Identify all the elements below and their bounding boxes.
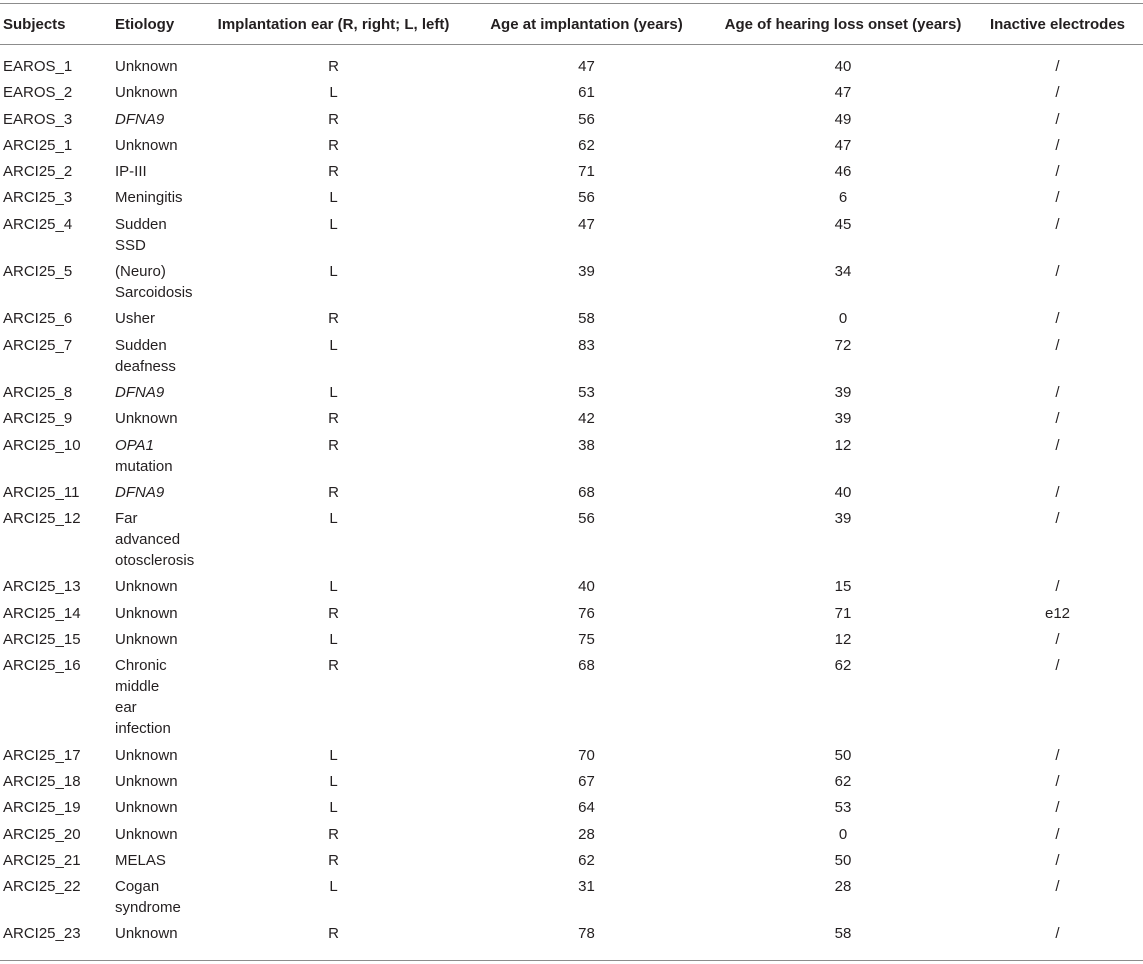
age-onset-cell: 50 (834, 851, 852, 869)
age-onset-cell: 49 (834, 110, 852, 128)
etiology-line: Unknown (115, 772, 178, 790)
implantation-ear-cell: L (329, 510, 338, 528)
inactive-electrodes-cell: / (1055, 825, 1060, 843)
age-implantation-cell: 76 (578, 604, 595, 622)
age-implantation-cell: 53 (578, 383, 595, 401)
etiology-cell (112, 305, 208, 331)
inactive-electrodes-cell: / (1055, 746, 1060, 764)
etiology-line: Unknown (115, 578, 178, 596)
table-row (0, 920, 1143, 946)
table-row (0, 821, 1143, 847)
etiology-cell (112, 79, 208, 105)
etiology-line: Unknown (115, 746, 178, 764)
subject-cell: ARCI25_8 (3, 383, 73, 401)
implantation-ear-cell: R (328, 436, 339, 454)
header-age-implantation: Age at implantation (years) (490, 15, 683, 33)
etiology-cell (112, 505, 208, 573)
table-row (0, 132, 1143, 158)
table-row (0, 305, 1143, 331)
inactive-electrodes-cell: e12 (1044, 604, 1071, 622)
subject-cell: ARCI25_4 (3, 215, 73, 233)
implantation-ear-cell: R (328, 851, 339, 869)
etiology-line: Sudden (115, 336, 167, 354)
implantation-ear-cell: R (328, 58, 339, 75)
implantation-ear-cell: R (328, 310, 339, 328)
inactive-electrodes-cell: / (1055, 189, 1060, 207)
implantation-ear-cell: L (329, 578, 338, 596)
age-onset-cell: 53 (834, 799, 852, 817)
table-row (0, 106, 1143, 132)
age-implantation-cell: 56 (578, 510, 595, 528)
etiology-line: Unknown (115, 631, 178, 649)
age-onset-cell: 39 (834, 410, 852, 428)
inactive-electrodes-cell: / (1055, 84, 1060, 102)
etiology-line: Unknown (115, 136, 178, 154)
etiology-line: Far (115, 510, 138, 528)
age-implantation-cell: 62 (578, 136, 595, 154)
inactive-electrodes-cell: / (1055, 483, 1060, 501)
age-implantation-cell: 68 (578, 657, 595, 675)
age-onset-cell: 71 (834, 604, 852, 622)
etiology-line: Sudden (115, 215, 167, 233)
age-onset-cell: 62 (834, 657, 852, 675)
subject-cell: ARCI25_23 (3, 925, 81, 943)
table-row (0, 573, 1143, 599)
etiology-cell (112, 158, 208, 184)
etiology-cell (112, 132, 208, 158)
age-implantation-cell: 47 (578, 215, 595, 233)
etiology-cell (112, 211, 208, 258)
etiology-cell (112, 652, 208, 741)
inactive-electrodes-cell: / (1055, 310, 1060, 328)
subject-cell: EAROS_1 (3, 58, 73, 75)
etiology-line: DFNA9 (115, 483, 165, 501)
age-onset-cell: 6 (838, 189, 848, 207)
age-implantation-cell: 47 (578, 58, 595, 75)
age-implantation-cell: 62 (578, 851, 595, 869)
subject-cell: ARCI25_9 (3, 410, 73, 428)
table-row (0, 479, 1143, 505)
etiology-cell (112, 821, 208, 847)
etiology-cell (112, 479, 208, 505)
age-implantation-cell: 78 (578, 925, 595, 943)
age-implantation-cell: 58 (578, 310, 595, 328)
age-onset-cell: 58 (834, 925, 852, 943)
etiology-cell (112, 332, 208, 379)
implantation-ear-cell: R (328, 657, 339, 675)
etiology-line: MELAS (115, 851, 166, 869)
subject-cell: ARCI25_7 (3, 336, 73, 354)
etiology-line: Cogan (115, 878, 160, 896)
etiology-cell (112, 626, 208, 652)
header-etiology: Etiology (115, 15, 175, 33)
table-row (0, 79, 1143, 105)
age-onset-cell: 15 (834, 578, 852, 596)
header-subjects: Subjects (3, 15, 66, 33)
implantation-ear-cell: L (329, 772, 338, 790)
age-onset-cell: 40 (834, 58, 852, 75)
etiology-line: (Neuro) (115, 263, 166, 281)
age-onset-cell: 28 (834, 878, 852, 896)
subject-cell: EAROS_3 (3, 110, 73, 128)
subject-cell: ARCI25_1 (3, 136, 73, 154)
age-implantation-cell: 56 (578, 189, 595, 207)
subject-cell: ARCI25_15 (3, 631, 81, 649)
age-implantation-cell: 56 (578, 110, 595, 128)
subject-cell: ARCI25_16 (3, 657, 81, 675)
etiology-line: OPA1 (115, 436, 154, 454)
inactive-electrodes-cell: / (1055, 510, 1060, 528)
age-onset-cell: 40 (834, 483, 852, 501)
age-onset-cell: 47 (834, 84, 852, 102)
implantation-ear-cell: R (328, 925, 339, 943)
age-implantation-cell: 83 (578, 336, 595, 354)
inactive-electrodes-cell: / (1055, 657, 1060, 675)
inactive-electrodes-cell: / (1055, 436, 1060, 454)
etiology-cell (112, 405, 208, 431)
etiology-line: Sarcoidosis (115, 284, 193, 302)
age-onset-cell: 12 (834, 436, 852, 454)
subject-cell: ARCI25_3 (3, 189, 73, 207)
age-onset-cell: 45 (834, 215, 852, 233)
inactive-electrodes-cell: / (1055, 799, 1060, 817)
etiology-cell (112, 920, 208, 946)
age-implantation-cell: 71 (578, 163, 595, 181)
etiology-cell (112, 106, 208, 132)
inactive-electrodes-cell: / (1055, 851, 1060, 869)
subject-cell: ARCI25_11 (3, 483, 80, 501)
implantation-ear-cell: L (329, 746, 338, 764)
subject-cell: ARCI25_14 (3, 604, 81, 622)
table-row (0, 768, 1143, 794)
inactive-electrodes-cell: / (1055, 163, 1060, 181)
etiology-cell (112, 600, 208, 626)
table-row (0, 405, 1143, 431)
etiology-line: Unknown (115, 604, 178, 622)
etiology-cell (112, 794, 208, 820)
subject-cell: ARCI25_17 (3, 746, 81, 764)
etiology-line: Unknown (115, 925, 178, 943)
age-implantation-cell: 38 (578, 436, 595, 454)
inactive-electrodes-cell: / (1055, 383, 1060, 401)
age-onset-cell: 34 (834, 263, 852, 281)
age-onset-cell: 62 (834, 772, 852, 790)
implantation-ear-cell: R (328, 483, 339, 501)
age-onset-cell: 39 (834, 510, 852, 528)
age-implantation-cell: 39 (578, 263, 595, 281)
age-implantation-cell: 70 (578, 746, 595, 764)
inactive-electrodes-cell: / (1055, 263, 1060, 281)
etiology-line: DFNA9 (115, 110, 165, 128)
implantation-ear-cell: L (329, 84, 338, 102)
etiology-line: advanced (115, 531, 181, 549)
age-onset-cell: 12 (834, 631, 852, 649)
table-row (0, 600, 1143, 626)
table-row (0, 794, 1143, 820)
implantation-ear-cell: R (328, 136, 339, 154)
subject-cell: ARCI25_21 (3, 851, 81, 869)
etiology-line: Usher (115, 310, 156, 328)
table-row (0, 873, 1143, 920)
subject-cell: ARCI25_2 (3, 163, 73, 181)
header-inactive-electrodes: Inactive electrodes (989, 15, 1126, 33)
inactive-electrodes-cell: / (1055, 336, 1060, 354)
table-row (0, 847, 1143, 873)
implantation-ear-cell: L (329, 336, 338, 354)
table-row (0, 432, 1143, 479)
etiology-line: Meningitis (115, 189, 183, 207)
age-onset-cell: 50 (834, 746, 852, 764)
subject-cell: ARCI25_19 (3, 799, 81, 817)
table-row (0, 332, 1143, 379)
etiology-line: Unknown (115, 58, 178, 75)
header-implantation-ear: Implantation ear (R, right; L, left) (217, 15, 450, 33)
etiology-line: syndrome (115, 899, 181, 917)
subject-cell: ARCI25_6 (3, 310, 73, 328)
header-age-onset: Age of hearing loss onset (years) (724, 15, 962, 33)
etiology-line: Unknown (115, 84, 178, 102)
inactive-electrodes-cell: / (1055, 925, 1060, 943)
etiology-line: Unknown (115, 799, 178, 817)
table-row (0, 379, 1143, 405)
table-body (0, 44, 1143, 947)
subject-cell: ARCI25_20 (3, 825, 81, 843)
implantation-ear-cell: L (329, 383, 338, 401)
etiology-line: ear (115, 699, 137, 717)
etiology-cell (112, 379, 208, 405)
subject-cell: ARCI25_10 (3, 436, 81, 454)
implantation-ear-cell: L (329, 215, 338, 233)
etiology-line: Unknown (115, 410, 178, 428)
table-row (0, 44, 1143, 79)
implantation-ear-cell: L (329, 631, 338, 649)
implantation-ear-cell: L (329, 263, 338, 281)
implantation-ear-cell: R (328, 604, 339, 622)
etiology-line: IP-III (115, 163, 147, 181)
inactive-electrodes-cell: / (1055, 772, 1060, 790)
subject-cell: ARCI25_18 (3, 772, 81, 790)
age-implantation-cell: 67 (578, 772, 595, 790)
inactive-electrodes-cell: / (1055, 878, 1060, 896)
implantation-ear-cell: R (328, 410, 339, 428)
age-implantation-cell: 31 (578, 878, 595, 896)
etiology-line: middle (115, 678, 160, 696)
table-header-row (0, 4, 1143, 44)
etiology-line: infection (115, 720, 171, 738)
etiology-cell (112, 873, 208, 920)
subjects-table (0, 4, 1143, 947)
table-row (0, 184, 1143, 210)
table-row (0, 258, 1143, 305)
age-implantation-cell: 64 (578, 799, 595, 817)
inactive-electrodes-cell: / (1055, 58, 1060, 75)
subject-cell: EAROS_2 (3, 84, 73, 102)
age-onset-cell: 46 (834, 163, 852, 181)
age-implantation-cell: 75 (578, 631, 595, 649)
age-onset-cell: 47 (834, 136, 852, 154)
age-implantation-cell: 68 (578, 483, 595, 501)
table-row (0, 626, 1143, 652)
etiology-cell (112, 44, 208, 79)
subject-cell: ARCI25_13 (3, 578, 81, 596)
etiology-line: SSD (115, 236, 146, 254)
etiology-line: Unknown (115, 825, 178, 843)
etiology-cell (112, 432, 208, 479)
etiology-cell (112, 573, 208, 599)
table-bottom-rule (0, 960, 1143, 961)
etiology-cell (112, 847, 208, 873)
etiology-line: otosclerosis (115, 552, 195, 570)
etiology-cell (112, 742, 208, 768)
implantation-ear-cell: R (328, 825, 339, 843)
inactive-electrodes-cell: / (1055, 631, 1060, 649)
age-onset-cell: 72 (834, 336, 852, 354)
table-row (0, 211, 1143, 258)
etiology-line: mutation (115, 457, 173, 475)
age-implantation-cell: 40 (578, 578, 595, 596)
inactive-electrodes-cell: / (1055, 410, 1060, 428)
inactive-electrodes-cell: / (1055, 110, 1060, 128)
subject-cell: ARCI25_22 (3, 878, 81, 896)
inactive-electrodes-cell: / (1055, 578, 1060, 596)
table-row (0, 652, 1143, 741)
implantation-ear-cell: R (328, 110, 339, 128)
subject-cell: ARCI25_5 (3, 263, 73, 281)
age-implantation-cell: 61 (578, 84, 595, 102)
implantation-ear-cell: L (329, 189, 338, 207)
age-onset-cell: 0 (838, 310, 848, 328)
etiology-cell (112, 768, 208, 794)
age-implantation-cell: 42 (578, 410, 595, 428)
age-onset-cell: 39 (834, 383, 852, 401)
table-row (0, 505, 1143, 573)
table-row (0, 742, 1143, 768)
etiology-cell (112, 258, 208, 305)
etiology-line: deafness (115, 357, 176, 375)
etiology-cell (112, 184, 208, 210)
table-row (0, 158, 1143, 184)
inactive-electrodes-cell: / (1055, 215, 1060, 233)
age-onset-cell: 0 (838, 825, 848, 843)
subject-cell: ARCI25_12 (3, 510, 81, 528)
age-implantation-cell: 28 (578, 825, 595, 843)
inactive-electrodes-cell: / (1055, 136, 1060, 154)
implantation-ear-cell: L (329, 799, 338, 817)
etiology-line: DFNA9 (115, 383, 165, 401)
implantation-ear-cell: L (329, 878, 338, 896)
implantation-ear-cell: R (328, 163, 339, 181)
etiology-line: Chronic (115, 657, 167, 675)
